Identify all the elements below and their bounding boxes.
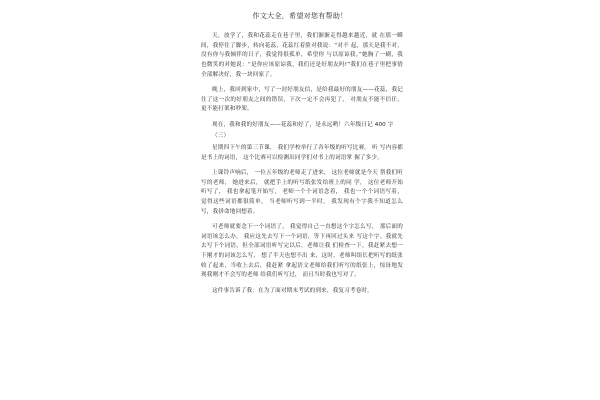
paragraph: 晚上，我回到家中，写了一封好朋友信，是给我最好的朋友——花蕊，我记住了这一次的好朋友之间的错误，下次一定不会再犯了， 对朋友不能不信任，更不能打架和吵架。 bbox=[201, 87, 403, 113]
section-marker: （三） bbox=[212, 133, 230, 140]
paragraph: 上课铃声响后， 一位五年级的老师走了进来， 这位老师就是今天 帮我们听写的老师， 她进来后， 就把手上的听写纸张发给班上的同 学， 这位老师开始听写了， 我也拿起笔开始写， 老师一个个词语念着， 我也一个个词语写着， 觉得这些词语都很简单， 当老师听写到一半时， 我发现有个字我不知道怎么写，我拼命地回想着。 bbox=[201, 169, 403, 215]
paragraph: 这件事告诉了我：在为了面对期末考试的到来，我复习考卷时。 bbox=[212, 287, 373, 294]
paragraph: 星期四下午的第三节课， 我们学校举行了各年级的听写比赛。 听 写内容都是书上的词语， 这个比赛可以检测出同学们对书上的词语掌 握了多少。 bbox=[201, 145, 403, 161]
page-header: 作文大全，希望对您有帮助！ bbox=[252, 12, 348, 20]
paragraph: 现在，我和我的好朋友——花蕊和好了，是永远哟！六年级日记 400 字 bbox=[212, 121, 394, 128]
paragraph: 可老师就要念下一个词语了， 我觉得自己一直想这个字怎么写， 那后面的词语该怎么办， 我应这先去写下一个词语，等下再回过头来 写这个字。我就先去写下个词语，但全部词语听写完以后，老师让我 们检查一下，我赶紧去想一下刚才的词该怎么写， 想了半天也想不出 来，这时，老师叫组长把听写的纸张收了起来，当收上去后，我赶紧 拿起语文老师给我们听写的纸张上，惊讶地发现我刚才不会写的老师 给我们听写过， 而且当时我也写对了。 bbox=[201, 223, 403, 279]
document-body bbox=[201, 32, 403, 302]
paragraph: 天，放学了，我和花蕊走在巷子里，我们渐渐走得越来越近，就 在那一瞬间，我停住了脚步，转向花蕊，花蕊红着脸对我说：“对不 起，那天是我不对，没有你与我倾伴的日子，我觉得很孤单，希望你 与以原谅我。”她胸了一刷，我也微笑的对她说：“是你应该原谅我，我们还是好朋友吗!”我们在巷子里把事情全部解决好，我一块回家了。 bbox=[201, 33, 403, 78]
